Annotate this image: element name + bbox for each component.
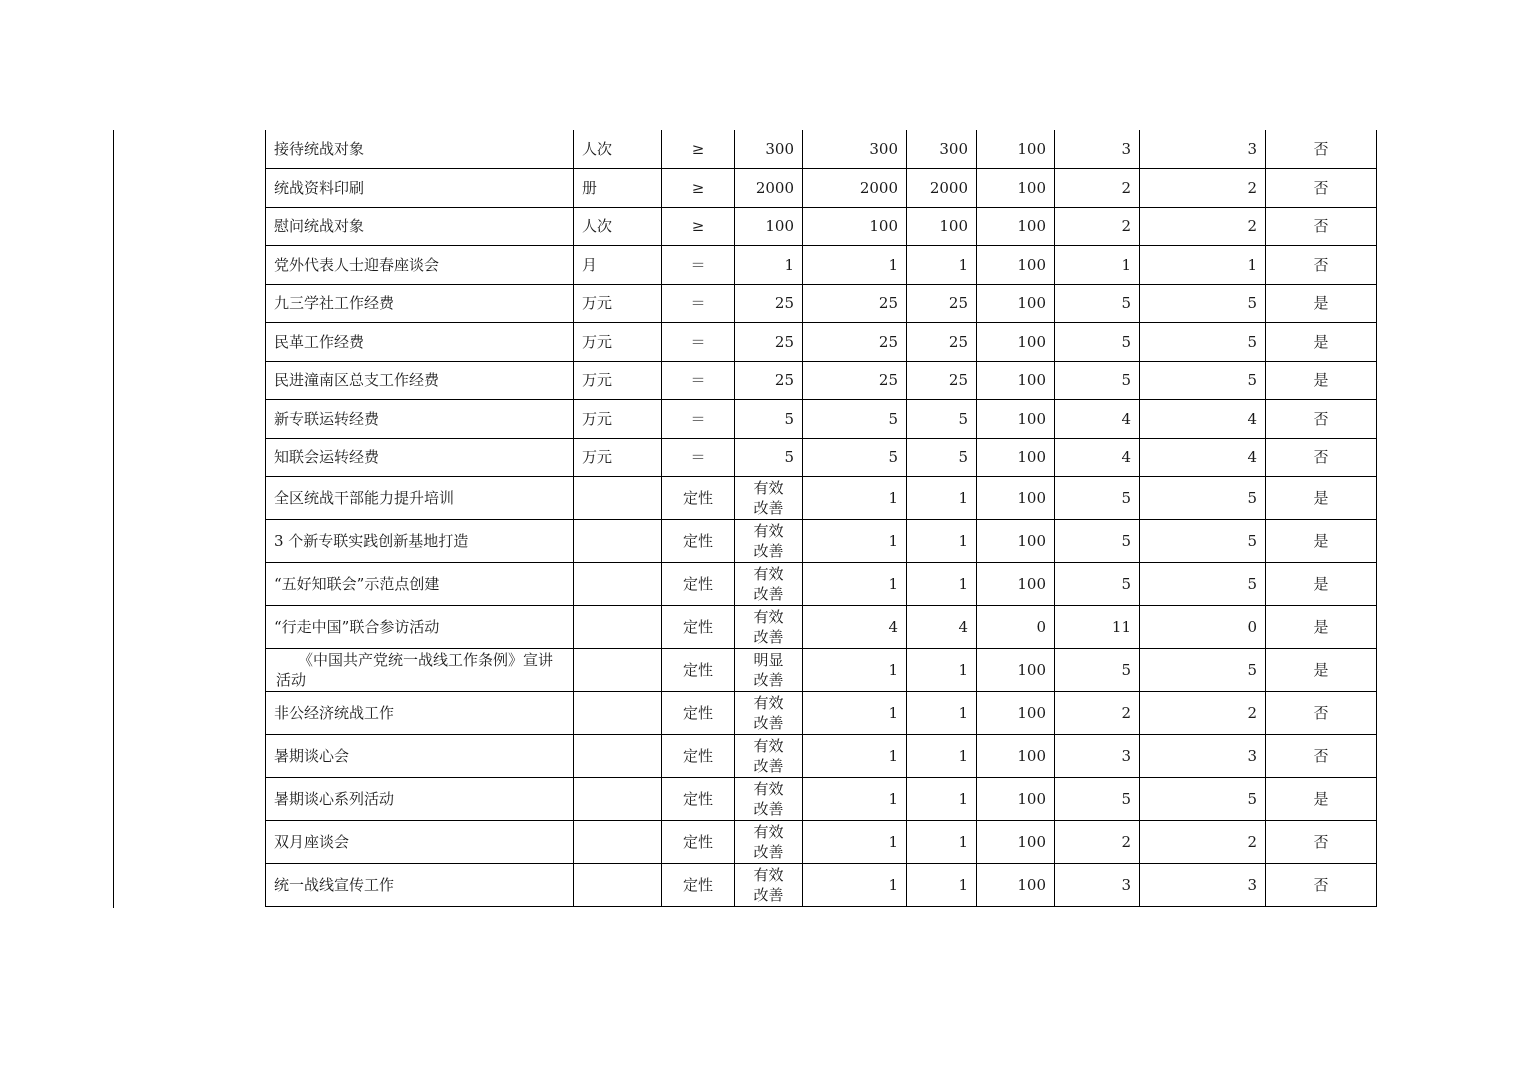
score-cell: 4: [1140, 400, 1266, 439]
operator-cell: ≥: [662, 207, 735, 246]
unit-cell: 万元: [574, 400, 662, 439]
table-row: [266, 649, 1377, 692]
actual-value-cell: 100: [907, 207, 977, 246]
table-row: [266, 735, 1377, 778]
flag-cell: 是: [1266, 323, 1377, 362]
weight-cell: 3: [1055, 130, 1140, 169]
target-value-cell: 5: [803, 438, 907, 477]
weight-cell: 5: [1055, 649, 1140, 692]
table-body: [266, 130, 1377, 907]
indicator-name-cell: 民进潼南区总支工作经费: [266, 361, 574, 400]
actual-value-cell: 1: [907, 821, 977, 864]
operator-cell: ＝: [662, 284, 735, 323]
unit-cell: [574, 520, 662, 563]
indicator-name-cell: 知联会运转经费: [266, 438, 574, 477]
target-value-cell: 25: [803, 361, 907, 400]
target-value-cell: 25: [803, 284, 907, 323]
standard-value-cell: 有效 改善: [735, 778, 803, 821]
completion-rate-cell: 100: [977, 207, 1055, 246]
table-row: [266, 400, 1377, 439]
standard-value-cell: 有效 改善: [735, 520, 803, 563]
actual-value-cell: 1: [907, 246, 977, 285]
operator-cell: 定性: [662, 649, 735, 692]
flag-cell: 是: [1266, 520, 1377, 563]
flag-cell: 否: [1266, 207, 1377, 246]
completion-rate-cell: 100: [977, 438, 1055, 477]
table-row: [266, 520, 1377, 563]
operator-cell: 定性: [662, 563, 735, 606]
completion-rate-cell: 100: [977, 520, 1055, 563]
standard-value-cell: 有效 改善: [735, 692, 803, 735]
actual-value-cell: 2000: [907, 169, 977, 208]
flag-cell: 否: [1266, 438, 1377, 477]
table-row: [266, 438, 1377, 477]
score-cell: 0: [1140, 606, 1266, 649]
actual-value-cell: 1: [907, 563, 977, 606]
target-value-cell: 1: [803, 864, 907, 907]
weight-cell: 3: [1055, 864, 1140, 907]
actual-value-cell: 1: [907, 477, 977, 520]
target-value-cell: 1: [803, 735, 907, 778]
operator-cell: 定性: [662, 864, 735, 907]
target-value-cell: 1: [803, 649, 907, 692]
flag-cell: 是: [1266, 606, 1377, 649]
indicator-name-cell: 党外代表人士迎春座谈会: [266, 246, 574, 285]
completion-rate-cell: 100: [977, 361, 1055, 400]
score-cell: 3: [1140, 735, 1266, 778]
flag-cell: 否: [1266, 692, 1377, 735]
actual-value-cell: 1: [907, 864, 977, 907]
weight-cell: 2: [1055, 821, 1140, 864]
score-cell: 5: [1140, 323, 1266, 362]
actual-value-cell: 25: [907, 361, 977, 400]
target-value-cell: 1: [803, 692, 907, 735]
table-row: [266, 477, 1377, 520]
weight-cell: 1: [1055, 246, 1140, 285]
score-cell: 2: [1140, 821, 1266, 864]
target-value-cell: 300: [803, 130, 907, 169]
unit-cell: 人次: [574, 130, 662, 169]
operator-cell: 定性: [662, 692, 735, 735]
operator-cell: ＝: [662, 323, 735, 362]
performance-indicator-table: [265, 130, 1377, 907]
target-value-cell: 1: [803, 778, 907, 821]
standard-value-cell: 有效 改善: [735, 821, 803, 864]
flag-cell: 否: [1266, 169, 1377, 208]
completion-rate-cell: 100: [977, 821, 1055, 864]
unit-cell: [574, 692, 662, 735]
standard-value-cell: 明显 改善: [735, 649, 803, 692]
actual-value-cell: 1: [907, 649, 977, 692]
indicator-name-cell: 双月座谈会: [266, 821, 574, 864]
weight-cell: 5: [1055, 361, 1140, 400]
unit-cell: [574, 735, 662, 778]
weight-cell: 5: [1055, 563, 1140, 606]
flag-cell: 是: [1266, 563, 1377, 606]
table-row: [266, 323, 1377, 362]
standard-value-cell: 100: [735, 207, 803, 246]
unit-cell: [574, 477, 662, 520]
score-cell: 2: [1140, 692, 1266, 735]
standard-value-cell: 1: [735, 246, 803, 285]
standard-value-cell: 25: [735, 361, 803, 400]
completion-rate-cell: 100: [977, 400, 1055, 439]
actual-value-cell: 1: [907, 520, 977, 563]
standard-value-cell: 有效 改善: [735, 606, 803, 649]
indicator-name-cell: 非公经济统战工作: [266, 692, 574, 735]
unit-cell: [574, 606, 662, 649]
table-row: [266, 246, 1377, 285]
completion-rate-cell: 100: [977, 563, 1055, 606]
indicator-name-cell: 全区统战干部能力提升培训: [266, 477, 574, 520]
unit-cell: [574, 563, 662, 606]
indicator-name-cell: 统战资料印刷: [266, 169, 574, 208]
flag-cell: 否: [1266, 400, 1377, 439]
completion-rate-cell: 100: [977, 735, 1055, 778]
actual-value-cell: 25: [907, 284, 977, 323]
score-cell: 2: [1140, 207, 1266, 246]
operator-cell: 定性: [662, 735, 735, 778]
indicator-name-cell: 统一战线宣传工作: [266, 864, 574, 907]
score-cell: 5: [1140, 563, 1266, 606]
unit-cell: 月: [574, 246, 662, 285]
standard-value-cell: 有效 改善: [735, 563, 803, 606]
table-row: [266, 284, 1377, 323]
standard-value-cell: 有效 改善: [735, 477, 803, 520]
completion-rate-cell: 100: [977, 246, 1055, 285]
table-row: [266, 606, 1377, 649]
indicator-name-cell: 慰问统战对象: [266, 207, 574, 246]
target-value-cell: 25: [803, 323, 907, 362]
completion-rate-cell: 100: [977, 130, 1055, 169]
weight-cell: 11: [1055, 606, 1140, 649]
score-cell: 3: [1140, 864, 1266, 907]
completion-rate-cell: 100: [977, 778, 1055, 821]
target-value-cell: 1: [803, 821, 907, 864]
score-cell: 3: [1140, 130, 1266, 169]
score-cell: 2: [1140, 169, 1266, 208]
unit-cell: 万元: [574, 323, 662, 362]
score-cell: 5: [1140, 778, 1266, 821]
flag-cell: 否: [1266, 735, 1377, 778]
table-row: [266, 207, 1377, 246]
operator-cell: ＝: [662, 246, 735, 285]
standard-value-cell: 25: [735, 323, 803, 362]
unit-cell: [574, 649, 662, 692]
standard-value-cell: 有效 改善: [735, 735, 803, 778]
unit-cell: 万元: [574, 361, 662, 400]
target-value-cell: 5: [803, 400, 907, 439]
flag-cell: 否: [1266, 821, 1377, 864]
flag-cell: 否: [1266, 246, 1377, 285]
table-row: [266, 778, 1377, 821]
weight-cell: 5: [1055, 778, 1140, 821]
unit-cell: [574, 864, 662, 907]
table-row: [266, 169, 1377, 208]
standard-value-cell: 300: [735, 130, 803, 169]
left-border-rule: [113, 130, 114, 908]
weight-cell: 2: [1055, 207, 1140, 246]
standard-value-cell: 2000: [735, 169, 803, 208]
target-value-cell: 1: [803, 563, 907, 606]
target-value-cell: 100: [803, 207, 907, 246]
indicator-name-cell: 新专联运转经费: [266, 400, 574, 439]
actual-value-cell: 4: [907, 606, 977, 649]
operator-cell: ＝: [662, 361, 735, 400]
weight-cell: 5: [1055, 323, 1140, 362]
operator-cell: 定性: [662, 520, 735, 563]
weight-cell: 5: [1055, 520, 1140, 563]
score-cell: 5: [1140, 477, 1266, 520]
operator-cell: ≥: [662, 130, 735, 169]
unit-cell: 万元: [574, 284, 662, 323]
standard-value-cell: 5: [735, 438, 803, 477]
flag-cell: 是: [1266, 778, 1377, 821]
actual-value-cell: 1: [907, 778, 977, 821]
flag-cell: 是: [1266, 477, 1377, 520]
target-value-cell: 4: [803, 606, 907, 649]
score-cell: 1: [1140, 246, 1266, 285]
actual-value-cell: 5: [907, 438, 977, 477]
flag-cell: 是: [1266, 361, 1377, 400]
indicator-name-cell: 《中国共产党统一战线工作条例》宣讲活动: [266, 649, 574, 692]
weight-cell: 2: [1055, 692, 1140, 735]
flag-cell: 否: [1266, 130, 1377, 169]
unit-cell: 人次: [574, 207, 662, 246]
standard-value-cell: 有效 改善: [735, 864, 803, 907]
completion-rate-cell: 100: [977, 864, 1055, 907]
actual-value-cell: 25: [907, 323, 977, 362]
standard-value-cell: 25: [735, 284, 803, 323]
table-row: [266, 864, 1377, 907]
actual-value-cell: 1: [907, 692, 977, 735]
table-row: [266, 130, 1377, 169]
target-value-cell: 1: [803, 520, 907, 563]
score-cell: 4: [1140, 438, 1266, 477]
operator-cell: ＝: [662, 438, 735, 477]
score-cell: 5: [1140, 361, 1266, 400]
unit-cell: 册: [574, 169, 662, 208]
table-row: [266, 563, 1377, 606]
actual-value-cell: 1: [907, 735, 977, 778]
score-cell: 5: [1140, 284, 1266, 323]
indicator-name-cell: 民革工作经费: [266, 323, 574, 362]
weight-cell: 3: [1055, 735, 1140, 778]
indicator-name-cell: 暑期谈心会: [266, 735, 574, 778]
weight-cell: 2: [1055, 169, 1140, 208]
flag-cell: 是: [1266, 284, 1377, 323]
actual-value-cell: 300: [907, 130, 977, 169]
completion-rate-cell: 0: [977, 606, 1055, 649]
completion-rate-cell: 100: [977, 477, 1055, 520]
indicator-name-cell: 3 个新专联实践创新基地打造: [266, 520, 574, 563]
unit-cell: [574, 778, 662, 821]
indicator-name-cell: “五好知联会”示范点创建: [266, 563, 574, 606]
operator-cell: 定性: [662, 821, 735, 864]
completion-rate-cell: 100: [977, 649, 1055, 692]
weight-cell: 5: [1055, 284, 1140, 323]
operator-cell: 定性: [662, 477, 735, 520]
standard-value-cell: 5: [735, 400, 803, 439]
table-row: [266, 361, 1377, 400]
indicator-name-cell: 九三学社工作经费: [266, 284, 574, 323]
score-cell: 5: [1140, 649, 1266, 692]
weight-cell: 4: [1055, 438, 1140, 477]
operator-cell: 定性: [662, 778, 735, 821]
completion-rate-cell: 100: [977, 692, 1055, 735]
weight-cell: 5: [1055, 477, 1140, 520]
target-value-cell: 1: [803, 477, 907, 520]
target-value-cell: 2000: [803, 169, 907, 208]
operator-cell: 定性: [662, 606, 735, 649]
completion-rate-cell: 100: [977, 284, 1055, 323]
target-value-cell: 1: [803, 246, 907, 285]
actual-value-cell: 5: [907, 400, 977, 439]
table-row: [266, 692, 1377, 735]
table-row: [266, 821, 1377, 864]
operator-cell: ≥: [662, 169, 735, 208]
weight-cell: 4: [1055, 400, 1140, 439]
completion-rate-cell: 100: [977, 323, 1055, 362]
indicator-name-cell: 暑期谈心系列活动: [266, 778, 574, 821]
completion-rate-cell: 100: [977, 169, 1055, 208]
indicator-name-cell: “行走中国”联合参访活动: [266, 606, 574, 649]
unit-cell: [574, 821, 662, 864]
unit-cell: 万元: [574, 438, 662, 477]
score-cell: 5: [1140, 520, 1266, 563]
indicator-name-cell: 接待统战对象: [266, 130, 574, 169]
flag-cell: 否: [1266, 864, 1377, 907]
flag-cell: 是: [1266, 649, 1377, 692]
operator-cell: ＝: [662, 400, 735, 439]
